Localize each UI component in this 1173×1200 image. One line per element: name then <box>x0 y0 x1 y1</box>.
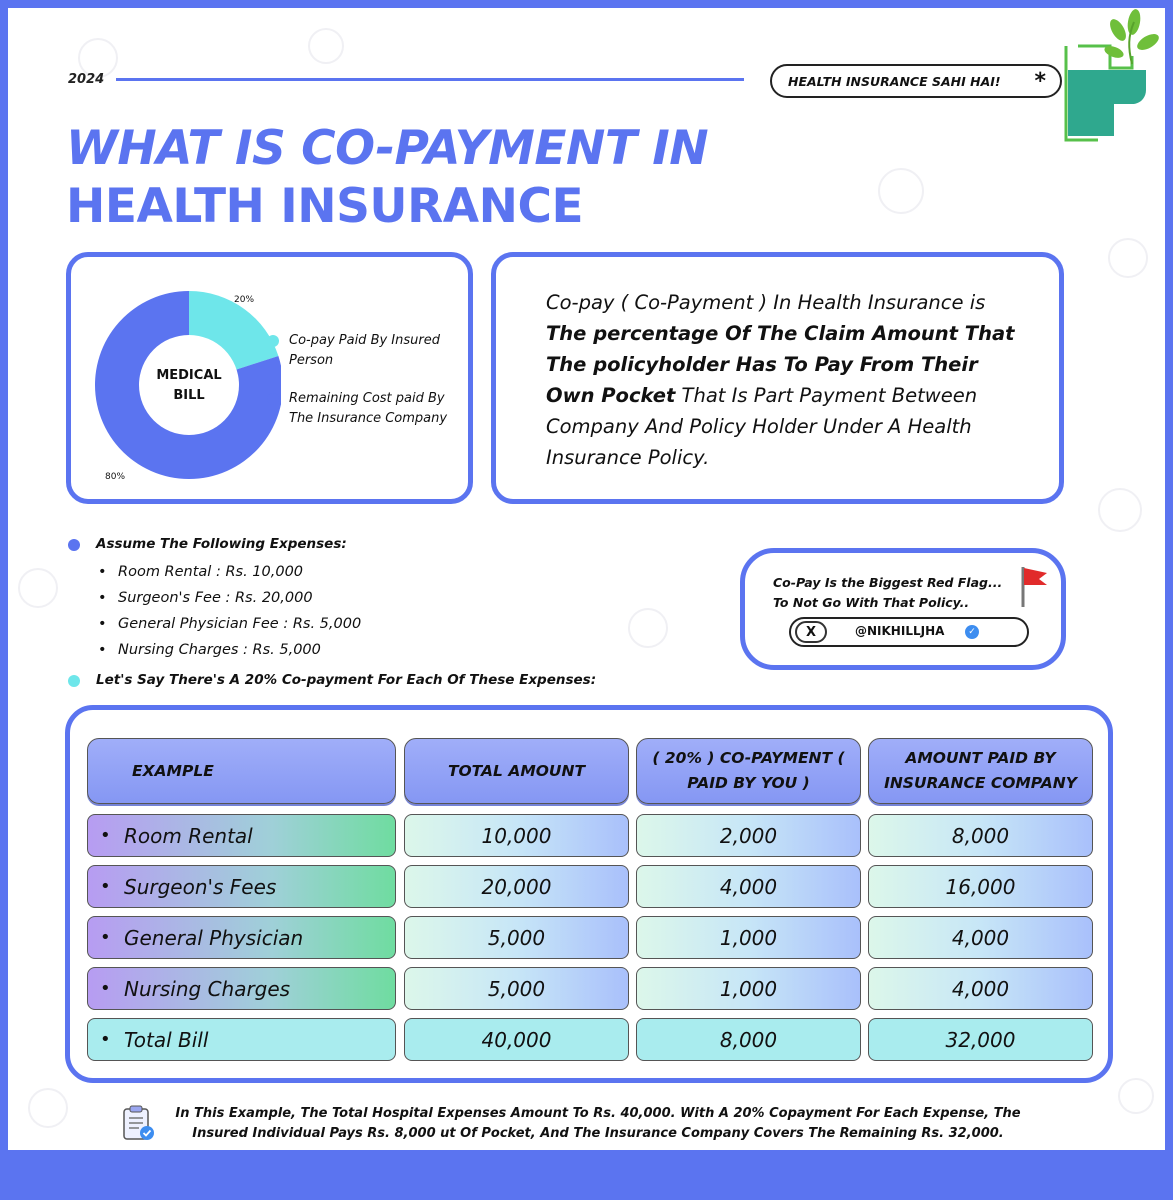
definition-bold: The percentage Of The Claim Amount That The policyholder Has To Pay From Their Own Pocket <box>546 322 1015 407</box>
pie-value-label-insurer: 80% <box>105 472 126 482</box>
background-doodle <box>1098 488 1142 532</box>
table-cell-copay: 2,000 <box>636 814 861 857</box>
table-header-insurer: AMOUNT PAID BY INSURANCE COMPANY <box>868 738 1093 804</box>
table-cell-total: 20,000 <box>404 865 629 908</box>
red-flag-line-2: To Not Go With That Policy.. <box>773 595 970 610</box>
table-row-label: • General Physician <box>87 916 396 959</box>
red-flag-line-1: Co-Pay Is the Biggest Red Flag... <box>773 575 1003 590</box>
legend-label-insurer: Remaining Cost paid By The Insurance Company <box>289 391 448 426</box>
table-header-total: TOTAL AMOUNT <box>404 738 629 804</box>
red-flag-card <box>740 548 1066 670</box>
pie-value-label-copay: 20% <box>234 295 255 305</box>
assume-bullet-dot <box>68 539 80 551</box>
definition-card <box>491 252 1064 504</box>
copay-note: Let's Say There's A 20% Co-payment For Each Of These Expenses: <box>96 672 597 688</box>
background-doodle <box>628 608 668 648</box>
legend-dot-insurer <box>267 393 279 405</box>
clipboard-check-icon <box>121 1104 155 1142</box>
title-line-2: HEALTH INSURANCE <box>66 179 584 234</box>
background-doodle <box>308 28 344 64</box>
copay-table-card <box>65 705 1113 1083</box>
copay-note-bullet-dot <box>68 675 80 687</box>
table-cell-total: 10,000 <box>404 814 629 857</box>
donut-chart <box>81 257 281 497</box>
expense-item: • Nursing Charges : Rs. 5,000 <box>118 642 321 658</box>
table-row-label: • Surgeon's Fees <box>87 865 396 908</box>
background-doodle <box>28 1088 68 1128</box>
legend-dot-copay <box>267 335 279 347</box>
definition-part-1: Co-pay ( Co-Payment ) In Health Insurance is <box>546 291 986 314</box>
table-cell-total: 5,000 <box>404 967 629 1010</box>
asterisk-icon: * <box>1034 69 1046 94</box>
tagline-text: HEALTH INSURANCE SAHI HAI! <box>788 73 1001 89</box>
definition-part-2: That Is Part Payment Between Company And Policy Holder Under A Health Insurance Policy. <box>546 384 978 469</box>
donut-hole <box>139 335 239 435</box>
red-flag-icon <box>1017 563 1051 609</box>
social-handle-pill[interactable] <box>789 617 1029 647</box>
table-row-label: • Room Rental <box>87 814 396 857</box>
table-cell-insurer: 4,000 <box>868 967 1093 1010</box>
table-cell-insurer: 8,000 <box>868 814 1093 857</box>
background-doodle <box>1108 238 1148 278</box>
background-doodle <box>18 568 58 608</box>
bottom-band <box>0 1150 1173 1200</box>
definition-text <box>546 287 1026 473</box>
table-total-copay: 8,000 <box>636 1018 861 1061</box>
table-row-label: • Nursing Charges <box>87 967 396 1010</box>
table-total-label: • Total Bill <box>87 1018 396 1061</box>
table-total-insurer: 32,000 <box>868 1018 1093 1061</box>
health-cross-leaf-icon <box>1048 8 1165 148</box>
year-label: 2024 <box>68 72 105 87</box>
social-handle: @NIKHILLJHA <box>855 624 945 638</box>
table-cell-copay: 4,000 <box>636 865 861 908</box>
title-line-1: WHAT IS CO-PAYMENT IN <box>66 121 709 176</box>
infographic-page <box>8 8 1165 1150</box>
table-total-amount: 40,000 <box>404 1018 629 1061</box>
x-logo-icon: X <box>795 621 827 643</box>
table-cell-insurer: 16,000 <box>868 865 1093 908</box>
table-header-example: EXAMPLE <box>87 738 396 804</box>
legend-label-copay: Co-pay Paid By Insured Person <box>289 333 440 368</box>
table-cell-total: 5,000 <box>404 916 629 959</box>
table-header-copay: ( 20% ) CO-PAYMENT ( PAID BY YOU ) <box>636 738 861 804</box>
verified-badge-icon: ✓ <box>965 625 979 639</box>
background-doodle <box>878 168 924 214</box>
legend-item-insurer <box>289 389 469 429</box>
table-cell-insurer: 4,000 <box>868 916 1093 959</box>
center-label-line1: MEDICAL <box>156 368 222 383</box>
assume-heading: Assume The Following Expenses: <box>96 536 347 552</box>
center-label-line2: BILL <box>173 388 205 403</box>
page-title <box>66 120 826 236</box>
tagline-pill <box>770 64 1062 98</box>
expense-item: • Room Rental : Rs. 10,000 <box>118 564 303 580</box>
legend-item-copay <box>289 331 469 371</box>
pie-chart-card <box>66 252 473 504</box>
expense-item: • Surgeon's Fee : Rs. 20,000 <box>118 590 313 606</box>
background-doodle <box>1118 1078 1154 1114</box>
red-flag-text <box>773 573 1002 613</box>
header-divider <box>116 78 744 81</box>
footer-summary: In This Example, The Total Hospital Expenses Amount To Rs. 40,000. With A 20% Copayment For Each Expense, The Insured Individual Pays Rs. 8,000 ut Of Pocket, And The Insurance Company Covers The Remaining Rs. 32,000. <box>175 1106 1021 1141</box>
expense-item: • General Physician Fee : Rs. 5,000 <box>118 616 361 632</box>
table-cell-copay: 1,000 <box>636 916 861 959</box>
table-cell-copay: 1,000 <box>636 967 861 1010</box>
